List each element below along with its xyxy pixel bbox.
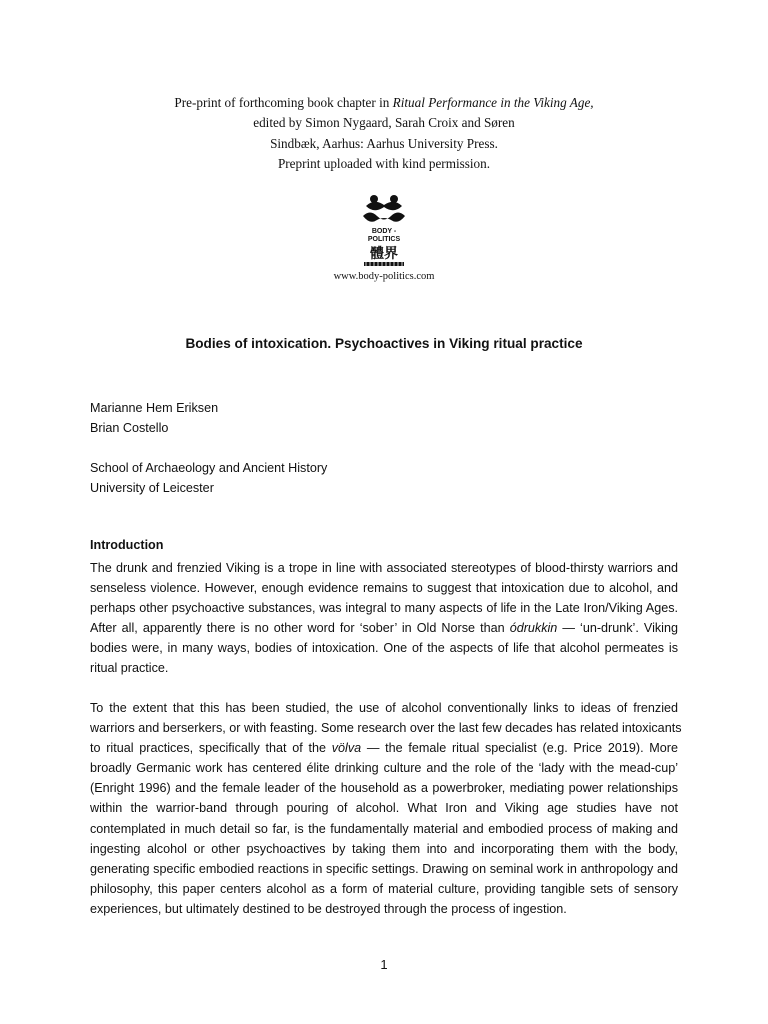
text-line: The drunk and frenzied Viking is a trope in line with associated stereotypes of blood-thirsty warriors and xyxy=(90,561,678,575)
preprint-line-3: Sindbæk, Aarhus: Aarhus University Press. xyxy=(270,135,498,151)
text-line: within the warrior-band through pouring of alcohol. What Iron and Viking age studies have not xyxy=(90,801,678,816)
text-line: To the extent that this has been studied, the use of alcohol conventionally links to ideas of frenzied xyxy=(90,701,678,715)
body-politics-logo xyxy=(356,192,412,272)
logo-cjk-text: 體界 xyxy=(370,246,398,262)
text-run: After all, apparently there is no other word for ‘sober’ in Old Norse than xyxy=(90,621,510,636)
affiliation xyxy=(90,458,327,498)
logo-lower-shape xyxy=(363,213,405,222)
text-line: warriors and berserkers, or with feasting. Some research over the last few decades has related intoxicants xyxy=(90,721,682,736)
text-line: (Enright 1996) and the female leader of the household as a powerbroker, mediating power relationships xyxy=(90,781,678,796)
text-line: broadly Germanic work has centered élite drinking culture and the role of the ‘lady with the mead-cup’ xyxy=(90,761,678,776)
text-line: perhaps other psychoactive substances, was integral to many aspects of life in the Late Iron/Viking Ages. xyxy=(90,601,678,616)
text-run: to ritual practices, specifically that of the xyxy=(90,741,332,756)
text-line: contemplated in much detail so far, is the fundamentally material and embodied process of making and xyxy=(90,821,678,836)
text-line xyxy=(90,738,678,758)
body-politics-logo-mark xyxy=(356,192,412,272)
text-line: ingesting alcohol or other psychoactives by taking them into and incorporating them with the body, xyxy=(90,841,678,856)
website-url: www.body-politics.com xyxy=(333,271,435,282)
author-list xyxy=(90,398,218,438)
author-name: Brian Costello xyxy=(90,421,169,435)
text-line xyxy=(90,618,678,638)
text-run: — ‘un-drunk’. Viking xyxy=(557,621,678,636)
text-run: — the female ritual specialist (e.g. Price 2019). More xyxy=(361,741,678,756)
logo-text-1: BODY - xyxy=(371,228,397,235)
preprint-line-2: edited by Simon Nygaard, Sarah Croix and Søren xyxy=(253,115,515,131)
section-heading: Introduction xyxy=(90,538,164,552)
logo-upper-shape xyxy=(366,202,402,211)
text-line: senseless violence. However, enough evidence remains to suggest that intoxication due to alcohol, and xyxy=(90,581,678,596)
text-line: experiences, but ultimately destined to be destroyed through the process of ingestion. xyxy=(90,901,567,916)
preprint-note xyxy=(0,93,768,175)
author-name: Marianne Hem Eriksen xyxy=(90,401,219,415)
preprint-line-1 xyxy=(0,93,768,113)
chapter-title: Bodies of intoxication. Psychoactives in Viking ritual practice xyxy=(185,336,583,351)
old-norse-term: ódrukkin xyxy=(509,621,558,636)
body-paragraph-2 xyxy=(90,698,682,919)
text-line: philosophy, this paper centers alcohol as a form of material culture, providing tangible sets of sensory xyxy=(90,881,678,896)
affiliation-school: School of Archaeology and Ancient History xyxy=(90,461,328,475)
body-paragraph-1 xyxy=(90,558,678,679)
text-line: generating specific embodied reactions in specific settings. Drawing on seminal work in anthropology and xyxy=(90,861,678,876)
volva-term: völva xyxy=(331,741,362,756)
preprint-line-4: Preprint uploaded with kind permission. xyxy=(277,156,491,172)
text-line: bodies were, in many ways, bodies of intoxication. One of the aspects of life that alcohol permeates is xyxy=(90,641,678,656)
logo-text-2: POLITICS xyxy=(367,236,401,243)
affiliation-university: University of Leicester xyxy=(90,481,214,495)
page-number: 1 xyxy=(380,957,388,972)
book-title: Ritual Performance in the Viking Age, xyxy=(392,95,594,110)
text-line: ritual practice. xyxy=(90,661,169,676)
preprint-prefix: Pre-print of forthcoming book chapter in xyxy=(174,95,393,110)
